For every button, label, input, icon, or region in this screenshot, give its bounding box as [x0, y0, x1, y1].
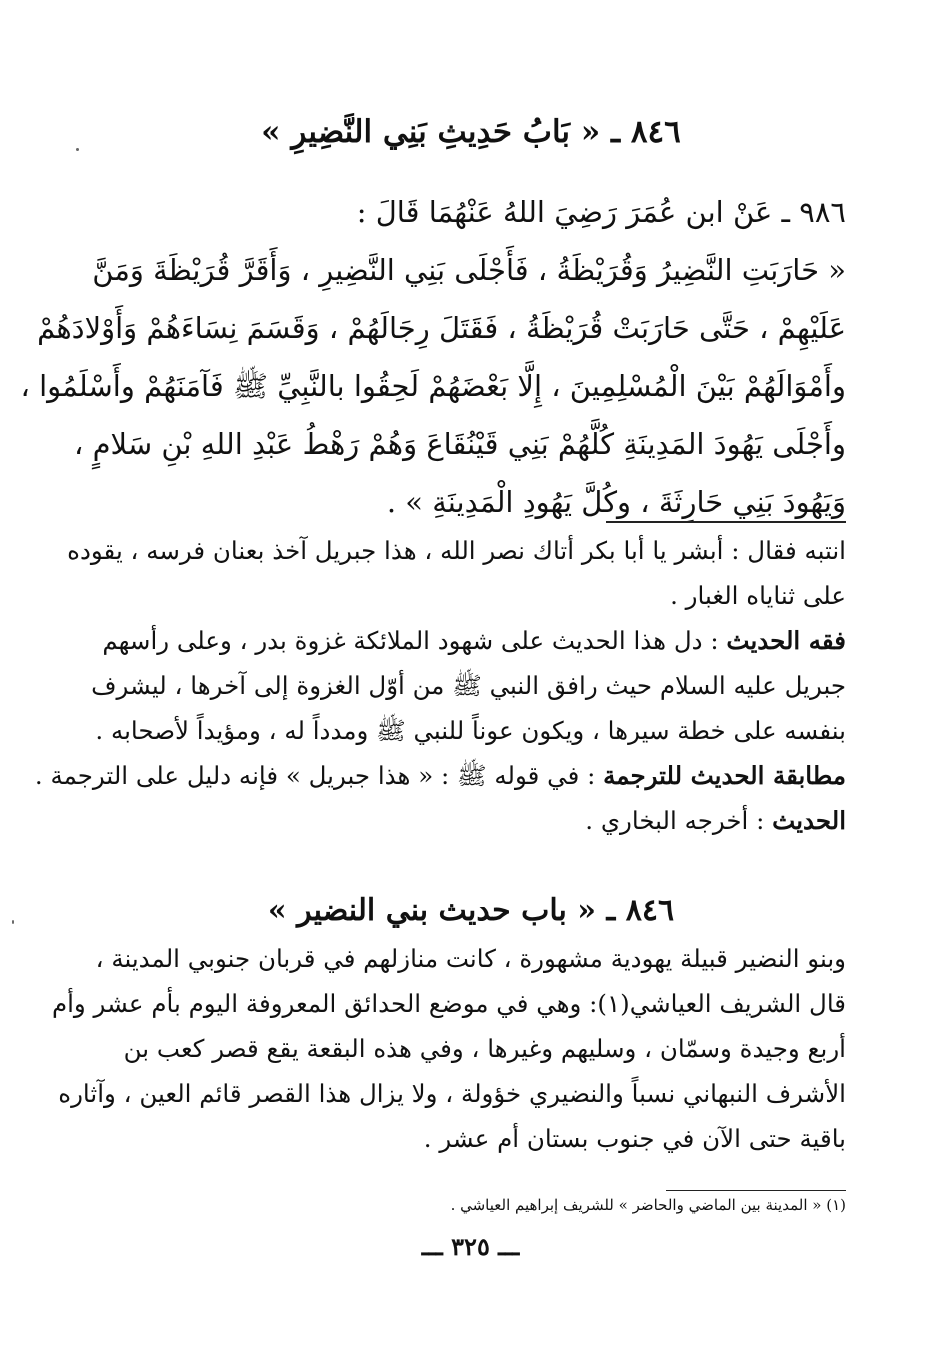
footnote-divider: [666, 1190, 846, 1191]
hadith-line: عَلَيْهِمْ ، حَتَّى حَارَبَتْ قُرَيْظَةُ ، فَقَتَلَ رِجَالَهُمْ ، وَقَسَمَ نِسَاءَهُمْ وَأَوْلادَهُمْ: [37, 311, 846, 345]
match-text: : في قوله ﷺ : « هذا جبريل » فإنه دليل على الترجمة .: [34, 761, 604, 790]
paragraph-line: أربع وجيدة وسمّان ، وسليهم وغيرها ، وفي هذه البقعة يقع قصر كعب بن: [123, 1034, 846, 1063]
fiqh-line: [96, 618, 846, 663]
page-number: ـــ ٣٢٥ ـــ: [421, 1232, 520, 1261]
footnote: (١) « المدينة بين الماضي والحاضر » للشريف إبراهيم العياشي .: [450, 1196, 846, 1214]
hadith-line: ٩٨٦ ـ عَنْ ابن عُمَرَ رَضِيَ اللهُ عَنْهُمَا قَالَ :: [356, 195, 846, 229]
paragraph-line: الأشرف النبهاني نسباً والنضيري خؤولة ، ولا يزال هذا القصر قائم العين ، وآثاره: [58, 1079, 846, 1108]
scan-speck: [76, 148, 79, 151]
source-line: [96, 798, 846, 843]
history-paragraph: [51, 936, 846, 1161]
hadith-line: وأَمْوَالَهُمْ بَيْنَ الْمُسْلِمِينَ ، إِلَّا بَعْضَهُمْ لَحِقُوا بالنَّبِيِّ ﷺ فَآمَنَهُمْ وأَسْلَمُوا ،: [20, 369, 846, 403]
fiqh-label: فقه الحديث: [726, 626, 846, 655]
source-label: الحديث: [772, 806, 846, 835]
section-divider: [606, 521, 846, 523]
commentary-line: على ثناياه الغبار .: [670, 581, 846, 610]
hadith-line: وأَجْلَى يَهُودَ المَدِينَةِ كُلَّهُمْ بَنِي قَيْنُقَاعَ وَهُمْ رَهْطُ عَبْدِ اللهِ بْنِ سَلامٍ ،: [73, 427, 846, 461]
commentary-line: بنفسه على خطة سيرها ، ويكون عوناً للنبي ﷺ ومدداً له ، ومؤيداً لأصحابه .: [95, 716, 846, 745]
commentary-line: جبريل عليه السلام حيث رافق النبي ﷺ من أوّل الغزوة إلى آخرها ، ليشرف: [91, 671, 846, 700]
hadith-line: « حَارَبَتِ النَّضِيرُ وَقُرَيْظَةُ ، فَأَجْلَى بَنِي النَّضِيرِ ، وَأَقَرَّ قُرَيْظَةَ وَمَنَّ: [92, 253, 846, 287]
commentary-block: [34, 528, 846, 843]
fiqh-text: : دل هذا الحديث على شهود الملائكة غزوة بدر ، وعلى رأسهم: [102, 626, 727, 655]
commentary-line: انتبه فقال : أبشر يا أبا بكر أتاك نصر الله ، هذا جبريل آخذ بعنان فرسه ، يقوده: [67, 536, 846, 565]
chapter-heading-top: ٨٤٦ ـ « بَابُ حَدِيثِ بَنِي النَّضِيرِ »: [261, 114, 681, 150]
chapter-heading-bottom: ٨٤٦ ـ « باب حديث بني النضير »: [267, 893, 675, 928]
hadith-line: وَيَهُودَ بَنِي حَارِثَةَ ، وكُلَّ يَهُودِ الْمَدِينَةِ » .: [386, 485, 846, 519]
scan-speck: [12, 920, 14, 924]
match-line: [34, 753, 846, 798]
source-text: : أخرجه البخاري .: [585, 806, 773, 835]
hadith-text: [20, 183, 846, 531]
paragraph-line: قال الشريف العياشي(١): وهي في موضع الحدائق المعروفة اليوم بأم عشر وأم: [51, 989, 846, 1018]
match-label: مطابقة الحديث للترجمة: [603, 761, 846, 790]
paragraph-line: وبنو النضير قبيلة يهودية مشهورة ، كانت منازلهم في قربان جنوبي المدينة ،: [95, 944, 846, 973]
paragraph-line: باقية حتى الآن في جنوب بستان أم عشر .: [423, 1124, 846, 1153]
